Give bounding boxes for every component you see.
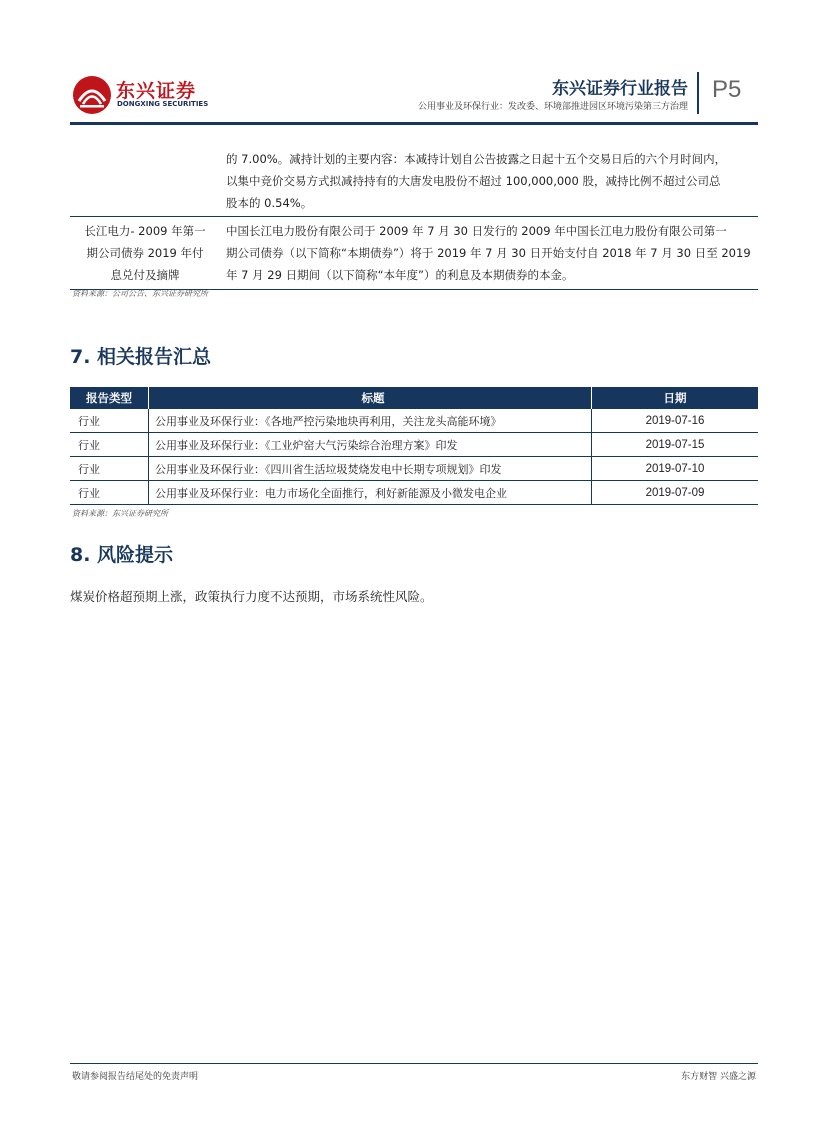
section-title-related-reports: 7. 相关报告汇总 — [70, 346, 212, 368]
report-type-title: 东兴证券行业报告 — [552, 79, 688, 99]
table-row — [70, 148, 758, 217]
table-source-note: 资料来源：东兴证券研究所 — [72, 509, 168, 518]
content-line: 以集中竞价交易方式拟减持持有的大唐发电股份不超过 100,000,000 股，减持比例不超过公司总 — [226, 174, 721, 188]
report-title-cell: 公用事业及环保行业：《工业炉窑大气污染综合治理方案》印发 — [149, 433, 592, 457]
table-cell-label — [70, 148, 220, 217]
dongxing-logo-icon — [72, 75, 112, 115]
header-divider — [697, 72, 699, 114]
content-line: 中国长江电力股份有限公司于 2009 年 7 月 30 日发行的 2009 年中国长江电力股份有限公司第一 — [226, 224, 727, 238]
page-number: P5 — [712, 76, 742, 103]
table-row — [70, 457, 758, 481]
content-line: 股本的 0.54%。 — [226, 196, 313, 210]
risk-body-text: 煤炭价格超预期上涨，政策执行力度不达预期，市场系统性风险。 — [70, 589, 433, 604]
table-row — [70, 481, 758, 505]
report-type-cell: 行业 — [70, 457, 149, 481]
column-header-type: 报告类型 — [70, 387, 149, 409]
report-date-cell: 2019-07-16 — [592, 409, 759, 433]
content-line: 年 7 月 29 日期间（以下简称“本年度”）的利息及本期债券的本金。 — [226, 268, 574, 282]
table-row — [70, 433, 758, 457]
table-source-note: 资料来源：公司公告、东兴证券研究所 — [72, 289, 208, 298]
table-header-row — [70, 387, 758, 409]
footer-disclaimer: 敬请参阅报告结尾处的免责声明 — [72, 1072, 199, 1082]
content-line: 期公司债券（以下简称“本期债券”）将于 2019 年 7 月 30 日开始支付自 2018 年 7 月 30 日至 2019 — [226, 246, 751, 260]
label-line: 息兑付及摘牌 — [110, 268, 180, 282]
announcement-table — [70, 148, 758, 290]
logo-text-en: DONGXING SECURITIES — [117, 100, 209, 108]
label-line: 长江电力- 2009 年第一 — [84, 224, 206, 238]
table-cell-content — [220, 217, 758, 290]
report-title-cell: 公用事业及环保行业：《各地严控污染地块再利用，关注龙头高能环境》 — [149, 409, 592, 433]
report-date-cell: 2019-07-10 — [592, 457, 759, 481]
table-row — [70, 409, 758, 433]
column-header-title: 标题 — [149, 387, 592, 409]
report-title-cell: 公用事业及环保行业：电力市场化全面推行，利好新能源及小微发电企业 — [149, 481, 592, 505]
report-type-cell: 行业 — [70, 433, 149, 457]
report-title-cell: 公用事业及环保行业：《四川省生活垃圾焚烧发电中长期专项规划》印发 — [149, 457, 592, 481]
report-subtitle: 公用事业及环保行业：发改委、环境部推进园区环境污染第三方治理 — [417, 102, 688, 112]
report-type-cell: 行业 — [70, 409, 149, 433]
report-date-cell: 2019-07-09 — [592, 481, 759, 505]
table-row — [70, 217, 758, 290]
logo-text-cn: 东兴证券 — [116, 80, 197, 102]
related-reports-table — [70, 387, 758, 505]
table-cell-content — [220, 148, 758, 217]
header-rule — [70, 122, 758, 125]
table-cell-label — [70, 217, 220, 290]
report-date-cell: 2019-07-15 — [592, 433, 759, 457]
column-header-date: 日期 — [592, 387, 759, 409]
footer-rule — [70, 1063, 758, 1064]
label-line: 期公司债券 2019 年付 — [86, 246, 204, 260]
section-title-risk: 8. 风险提示 — [70, 544, 174, 566]
content-line: 的 7.00%。减持计划的主要内容：本减持计划自公告披露之日起十五个交易日后的六个月时间内， — [226, 152, 727, 166]
report-type-cell: 行业 — [70, 481, 149, 505]
footer-slogan: 东方财智 兴盛之源 — [681, 1072, 756, 1082]
